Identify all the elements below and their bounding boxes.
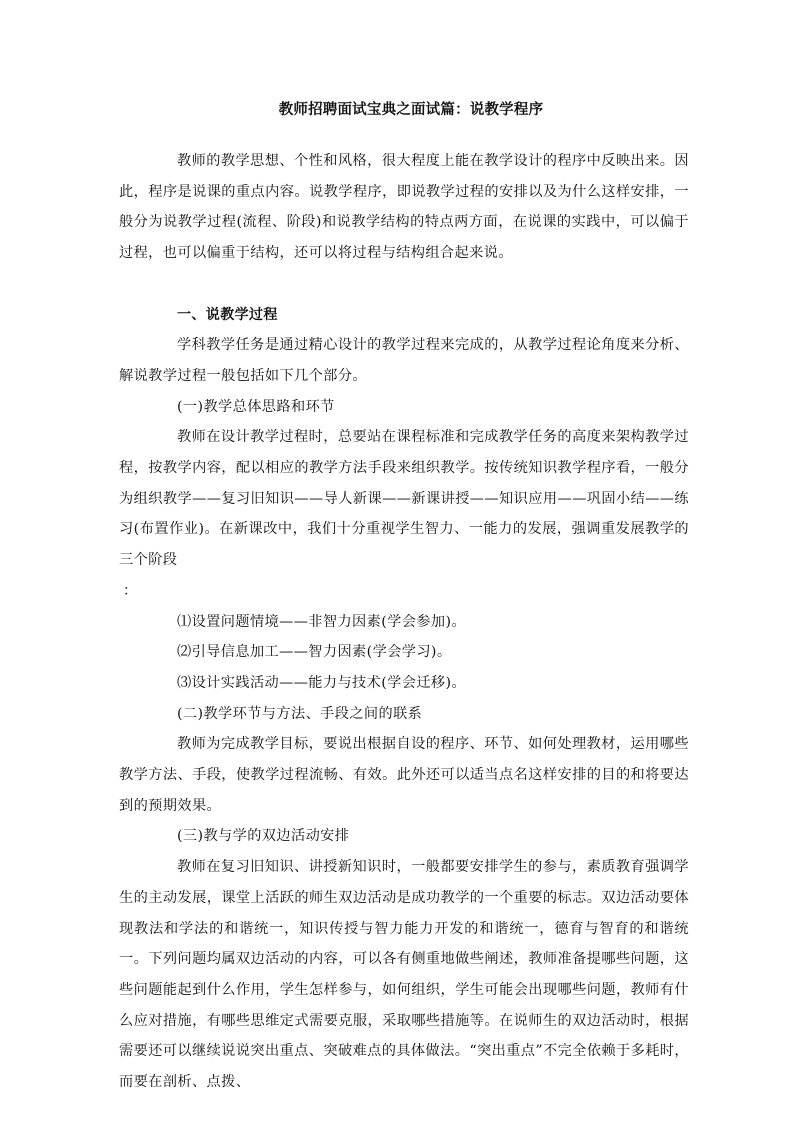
subsection-paragraph-2: 教师为完成教学目标，要说出根据自设的程序、环节、如何处理教材，运用哪些教学方法、手段，使教学过程流畅、有效。此外还可以适当点名这样安排的目的和将要达到的预期效果。 bbox=[119, 736, 689, 814]
list-item: ⑴设置问题情境——非智力因素(学会参加)。 bbox=[177, 613, 467, 630]
subsection-heading-1: (一)教学总体思路和环节 bbox=[177, 398, 335, 415]
document-body bbox=[119, 146, 689, 1098]
list-item: ⑵引导信息加工——智力因素(学会学习)。 bbox=[177, 644, 452, 661]
subsection-heading-2: (二)教学环节与方法、手段之间的联系 bbox=[177, 705, 423, 722]
section-heading: 一、说教学过程 bbox=[177, 306, 278, 323]
section-intro-paragraph: 学科教学任务是通过精心设计的教学过程来完成的，从教学过程论角度来分析、解说教学过程一般包括如下几个部分。 bbox=[119, 337, 689, 384]
document-title: 教师招聘面试宝典之面试篇：说教学程序 bbox=[278, 102, 544, 118]
subsection-paragraph-3: 教师在复习旧知识、讲授新知识时，一般都要安排学生的参与，素质教育强调学生的主动发展，课堂上活跃的师生双边活动是成功教学的一个重要的标志。双边活动要体现教法和学法的和谐统一，知识传授与智力能力开发的和谐统一，德育与智育的和谐统一。下列问题均属双边活动的内容，可以各有侧重地做些阐述，教师准备提哪些问题，这些问题能起到什么作用，学生怎样参与，如何组织，学生可能会出现哪些问题，教师有什么应对措施，有哪些思维定式需要克服，采取哪些措施等。在说师生的双边活动时，根据需要还可以继续说说突出重点、突破难点的具体做法。“突出重点”不完全依赖于多耗时，而要在剖析、点拨、 bbox=[119, 859, 689, 1091]
colon-line: ： bbox=[123, 582, 138, 599]
subsection-heading-3: (三)教与学的双边活动安排 bbox=[177, 828, 350, 845]
intro-paragraph: 教师的教学思想、个性和风格，很大程度上能在教学设计的程序中反映出来。因此，程序是说课的重点内容。说教学程序，即说教学过程的安排以及为什么这样安排，一般分为说教学过程(流程、阶段)和说教学结构的特点两方面，在说课的实践中，可以偏于过程，也可以偏重于结构，还可以将过程与结构组合起来说。 bbox=[119, 153, 689, 262]
subsection-paragraph-1: 教师在设计教学过程时，总要站在课程标准和完成教学任务的高度来架构教学过程，按教学内容，配以相应的教学方法手段来组织教学。按传统知识教学程序看，一般分为组织教学——复习旧知识——导人新课——新课讲授——知识应用——巩固小结——练习(布置作业)。在新课改中，我们十分重视学生智力、一能力的发展，强调重发展教学的三个阶段 bbox=[119, 429, 689, 569]
spacer bbox=[119, 269, 689, 300]
list-item: ⑶设计实践活动——能力与技术(学会迁移)。 bbox=[177, 674, 467, 691]
